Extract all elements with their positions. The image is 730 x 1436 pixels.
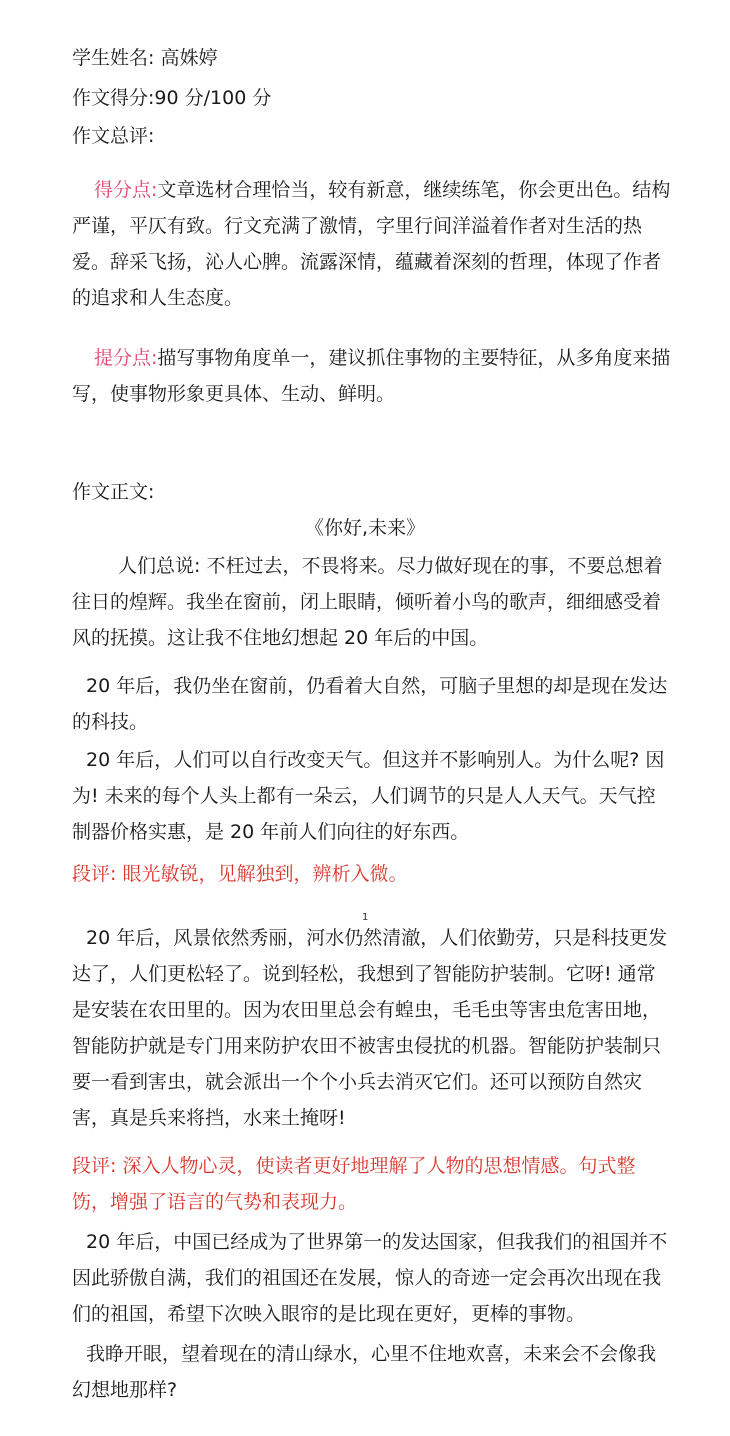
paragraph-comment-1: 段评: 眼光敏锐，见解独到，辨析入微。 xyxy=(72,863,408,885)
essay-paragraph-4: 20 年后，风景依然秀丽，河水仍然清澈，人们依勤劳，只是科技更发达了，人们更松轻了。说到轻松，我想到了智能防护装制。它呀! 通常是安装在农田里的。因为农田里总会有蝗虫，毛毛虫等害虫危害田地，智能防护就是专门用来防护农田不被害虫侵扰的机器。智能防护装制只要一看到害虫，就会派出一个个小兵去消灭它们。还可以预防自然灾害，真是兵来将挡，水来土掩呀! xyxy=(72,927,668,1129)
essay-section-label: 作文正文: xyxy=(72,481,155,503)
essay-paragraph-6: 我睁开眼，望着现在的清山绿水，心里不住地欢喜，未来会不会像我幻想地那样? xyxy=(72,1343,657,1401)
review-heading: 作文总评: xyxy=(72,125,155,147)
paragraph-comment-2: 段评: 深入人物心灵，使读者更好地理解了人物的思想情感。句式整饬，增强了语言的气势和表现力。 xyxy=(72,1155,636,1213)
strength-text: 文章选材合理恰当，较有新意，继续练笔，你会更出色。结构严谨，平仄有致。行文充满了激情，字里行间洋溢着作者对生活的热爱。辞采飞扬，沁人心脾。流露深情，蕴藏着深刻的哲理，体现了作者的追求和人生态度。 xyxy=(72,179,671,309)
student-name: 学生姓名: 高姝婷 xyxy=(72,47,218,69)
essay-score: 作文得分:90 分/100 分 xyxy=(72,87,272,109)
essay-paragraph-1: 人们总说: 不枉过去，不畏将来。尽力做好现在的事，不要总想着往日的煌辉。我坐在窗前，闭上眼睛，倾听着小鸟的歌声，细细感受着风的抚摸。这让我不住地幻想起 20 年后的中国。 xyxy=(72,555,663,649)
improve-text: 描写事物角度单一，建议抓住事物的主要特征，从多角度来描写，使事物形象更具体、生动、鲜明。 xyxy=(72,347,671,405)
improve-label: 提分点: xyxy=(94,347,158,369)
page-number: 1 xyxy=(362,912,369,923)
improve-paragraph xyxy=(72,340,672,412)
strength-paragraph xyxy=(72,172,672,316)
essay-paragraph-5: 20 年后，中国已经成为了世界第一的发达国家，但我我们的祖国并不因此骄傲自满，我们的祖国还在发展，惊人的奇迹一定会再次出现在我们的祖国，希望下次映入眼帘的是比现在更好，更棒的事物。 xyxy=(72,1231,668,1325)
essay-paragraph-3: 20 年后，人们可以自行改变天气。但这并不影响别人。为什么呢? 因为! 未来的每个人头上都有一朵云，人们调节的只是人人天气。天气控制器价格实惠，是 20 年前人们向往的好东西。 xyxy=(72,749,665,843)
essay-title: 《你好,未来》 xyxy=(304,517,426,539)
strength-label: 得分点: xyxy=(94,179,158,201)
essay-paragraph-2: 20 年后，我仍坐在窗前，仍看着大自然，可脑子里想的却是现在发达的科技。 xyxy=(72,675,668,733)
